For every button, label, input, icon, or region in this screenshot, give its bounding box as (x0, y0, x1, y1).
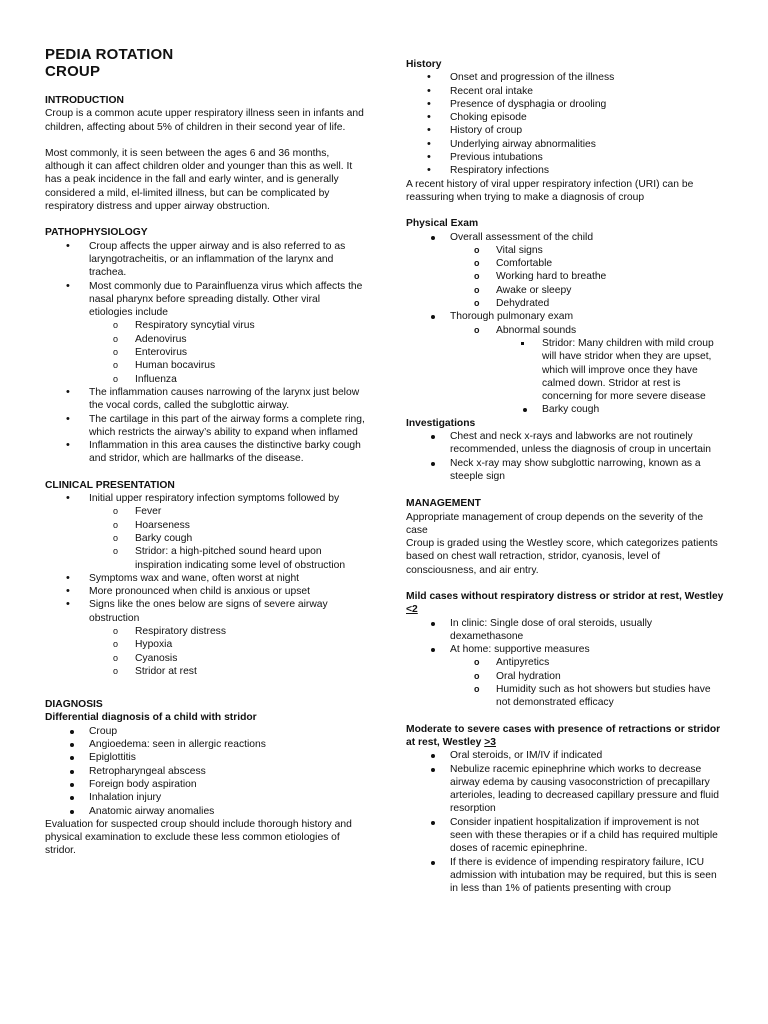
list-item: o Antipyretics (474, 657, 550, 669)
list-item: • Croup affects the upper airway and is also referred to as laryngotracheitis, or an inflammation of the larynx and trachea. (66, 239, 346, 279)
history-note: A recent history of viral upper respiratory infection (URI) can be reassuring when trying to make a diagnosis of croup (406, 178, 694, 203)
list-item: o Abnormal sounds (474, 324, 577, 336)
list-item: o Barky cough (113, 532, 193, 544)
list-item: • Recent oral intake (427, 84, 533, 97)
list-item: o Fever (113, 506, 162, 518)
list-item: o Dehydrated (474, 298, 550, 310)
list-item: o Stridor at rest (113, 665, 197, 677)
history-heading: History (406, 59, 442, 70)
list-item: • Previous intubations (427, 151, 543, 164)
list-item: Overall assessment of the child (406, 231, 724, 244)
list-item: Anatomic airway anomalies (45, 805, 365, 818)
management-paragraph-1: Appropriate management of croup depends on the severity of the case (406, 511, 704, 536)
diagnosis-heading: DIAGNOSIS (45, 699, 103, 711)
list-item: • Choking episode (427, 111, 527, 124)
list-item: o Working hard to breathe (474, 271, 607, 283)
diagnosis-subheading: Differential diagnosis of a child with stridor (45, 712, 257, 724)
list-item: o Humidity such as hot showers but studies have not demonstrated efficacy (474, 684, 711, 709)
left-column (45, 46, 365, 858)
list-item: Oral steroids, or IM/IV if indicated (406, 749, 724, 762)
list-item: Stridor: Many children with mild croup will have stridor when they are upset, which will improve once they have calmed down. Stridor at rest is concerning for more severe disease (406, 337, 724, 403)
intro-heading: INTRODUCTION (45, 95, 124, 106)
patho-list (45, 240, 365, 466)
moderate-cases-list (406, 749, 724, 895)
exam-list (406, 231, 724, 417)
list-item: • The inflammation causes narrowing of the larynx just below the vocal cords, called the subglottic airway. (66, 385, 360, 412)
clinical-heading: CLINICAL PRESENTATION (45, 479, 175, 491)
list-item: Epiglottitis (45, 751, 365, 764)
list-item: Barky cough (406, 403, 724, 416)
list-item: In clinic: Single dose of oral steroids, usually dexamethasone (406, 617, 724, 644)
list-item: • The cartilage in this part of the airway forms a complete ring, which restricts the airway’s ability to expand when inflamed (66, 412, 365, 438)
patho-heading: PATHOPHYSIOLOGY (45, 227, 148, 239)
list-item: Chest and neck x-rays and labworks are not routinely recommended, unless the diagnosis of croup in uncertain (406, 430, 724, 457)
list-item: • Inflammation in this area causes the distinctive barky cough and stridor, which are hallmarks of the disease. (66, 439, 361, 465)
intro-paragraph-1: Croup is a common acute upper respiratory illness seen in infants and children, affecting about 5% of children in their second year of life. (45, 108, 364, 133)
right-column (406, 58, 724, 896)
investigations-list (406, 430, 724, 483)
list-item: • Initial upper respiratory infection symptoms followed by (66, 492, 340, 505)
list-item: Neck x-ray may show subglottic narrowing, known as a steeple sign (406, 457, 724, 484)
list-item: If there is evidence of impending respiratory failure, ICU admission with intubation may be required, but this is seen in less than 1% of patients presenting with croup (406, 856, 724, 896)
exam-heading: Physical Exam (406, 218, 479, 230)
list-item: o Vital signs (474, 244, 543, 256)
list-item: o Respiratory distress (113, 625, 226, 637)
list-item: • Respiratory infections (427, 164, 550, 177)
list-item: Croup (45, 725, 365, 738)
list-item: o Respiratory syncytial virus (113, 320, 255, 332)
list-item: o Adenovirus (113, 333, 187, 345)
mild-cases-list (406, 617, 724, 710)
diagnosis-note: Evaluation for suspected croup should include thorough history and physical examination to exclude these less common etiologies of stridor. (45, 818, 352, 857)
list-item: o Human bocavirus (113, 360, 216, 372)
list-item: • Onset and progression of the illness (427, 71, 615, 84)
list-item: • Most commonly due to Parainfluenza virus which affects the nasal pharynx before spreading distally. Other viral etiologies include (66, 279, 363, 319)
list-item: • Symptoms wax and wane, often worst at night (66, 571, 300, 584)
list-item: Inhalation injury (45, 791, 365, 804)
list-item: • Presence of dysphagia or drooling (427, 97, 607, 110)
list-item: Consider inpatient hospitalization if improvement is not seen with these therapies or if a child has required multiple doses of racemic epinephrine. (406, 816, 724, 856)
list-item: • More pronounced when child is anxious or upset (66, 585, 310, 598)
list-item: • Underlying airway abnormalities (427, 137, 596, 150)
list-item: Thorough pulmonary exam (406, 310, 724, 323)
management-heading: MANAGEMENT (406, 498, 481, 510)
list-item: o Comfortable (474, 258, 553, 270)
moderate-westley-score: >3 (484, 736, 496, 748)
list-item: At home: supportive measures (406, 643, 724, 656)
list-item: Nebulize racemic epinephrine which works to decrease airway edema by causing vasoconstriction of precapillary arterioles, leading to decreased capillary pressure and fluid resorption (406, 763, 724, 816)
history-list (406, 71, 724, 177)
list-item: o Influenza (113, 373, 177, 385)
list-item: • History of croup (427, 124, 523, 137)
moderate-cases-heading: Moderate to severe cases with presence of retractions or stridor at rest, Westley >3 (406, 723, 721, 748)
investigations-heading: Investigations (406, 417, 476, 429)
mild-westley-score: <2 (406, 604, 418, 616)
list-item: Angioedema: seen in allergic reactions (45, 738, 365, 751)
doc-title-line2: CROUP (45, 63, 101, 80)
management-paragraph-2: Croup is graded using the Westley score, which categorizes patients based on chest wall retraction, stridor, cyanosis, level of consciousness, and air entry. (406, 538, 718, 576)
list-item: o Awake or sleepy (474, 284, 572, 296)
differential-list (45, 725, 365, 818)
list-item: o Cyanosis (113, 652, 178, 664)
list-item: o Hoarseness (113, 519, 190, 531)
list-item: Retropharyngeal abscess (45, 765, 365, 778)
list-item: o Stridor: a high-pitched sound heard upon inspiration indicating some level of obstruction (113, 546, 346, 571)
list-item: Foreign body aspiration (45, 778, 365, 791)
intro-paragraph-2: Most commonly, it is seen between the ages 6 and 36 months, although it can affect children older and younger than this as well. It has a peak incidence in the fall and early winter, and is generally considered a mild, el-limited illness, but can be complicated by respiratory distress and upper airway obstruction. (45, 147, 353, 213)
list-item: • Signs like the ones below are signs of severe airway obstruction (66, 598, 328, 624)
list-item: o Hypoxia (113, 639, 173, 651)
clinical-list (45, 492, 365, 678)
list-item: o Oral hydration (474, 670, 561, 682)
mild-cases-heading: Mild cases without respiratory distress or stridor at rest, Westley <2 (406, 590, 724, 616)
list-item: o Enterovirus (113, 347, 188, 359)
doc-title-line1: PEDIA ROTATION (45, 46, 174, 63)
